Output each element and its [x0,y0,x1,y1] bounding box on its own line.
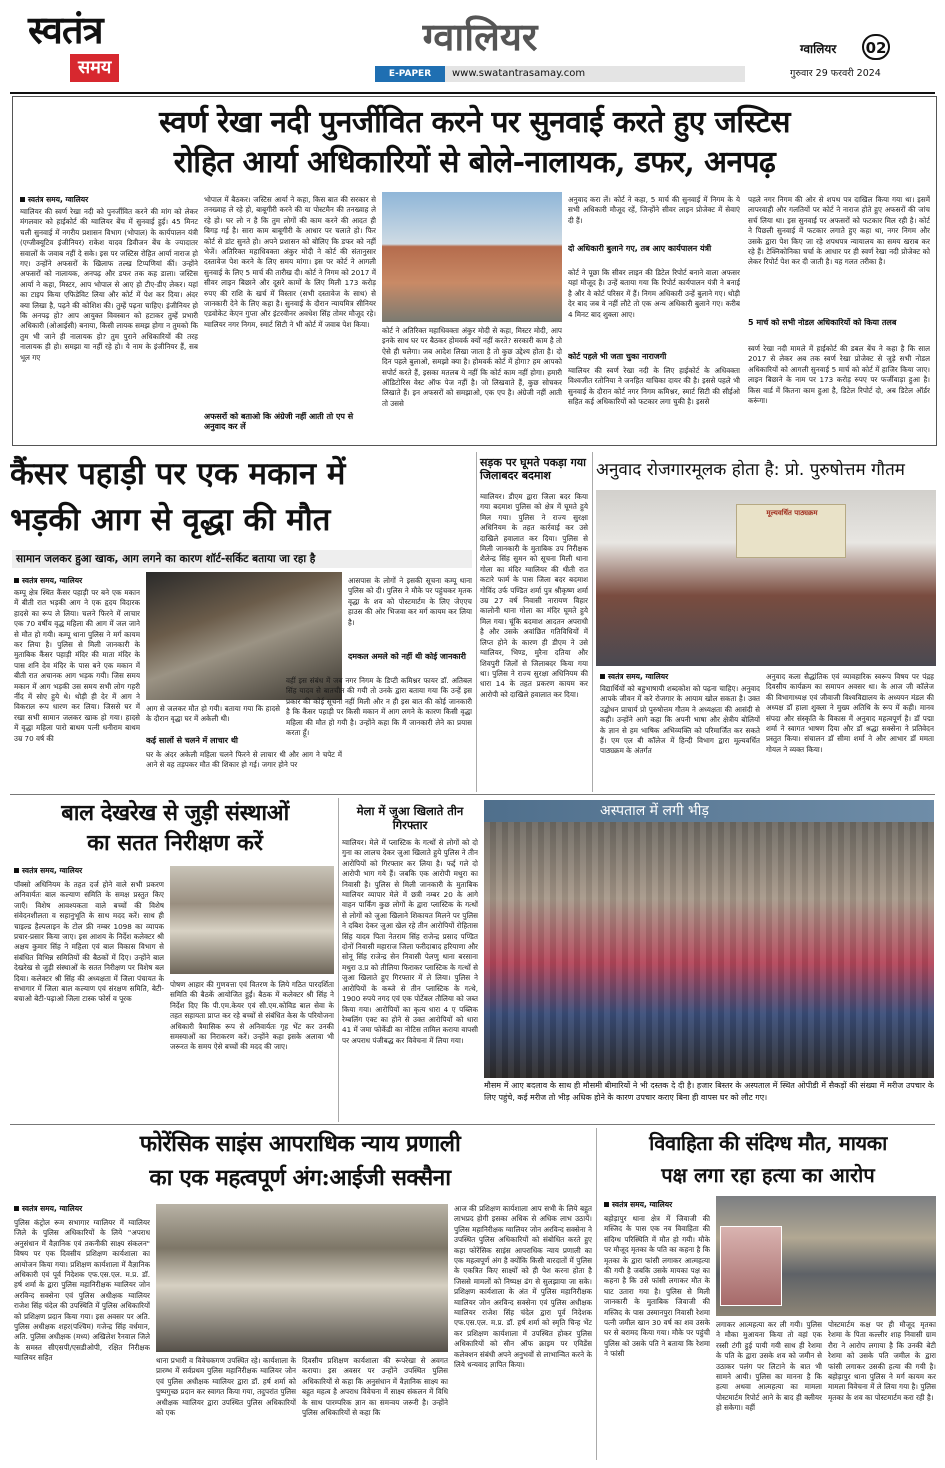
forensic-col2: थाना प्रभारी व विवेचकगण उपस्थित रहे। कार्यशाला के प्रारम्भ में सर्वप्रथम पुलिस महानिरीक्षक ग्वालियर जोन एवं पुलिस अधीक्षक ग्वालियर द्वारा डॉ. हर्ष शर्मा को पुष्पगुच्छ प्रदान कर स्वागत किया गया, तदुपरांत पुलिस अधीक्षक ग्वालियर द्वारा उपस्थित पुलिस अधिकारियों को एक [156,1356,296,1418]
gambling-headline: मेला में जुआ खिलाते तीन गिरफ्तार [356,804,464,832]
lead-byline: स्वतंत्र समय, ग्वालियर [20,195,88,205]
translation-banner-text: मूल्यवर्धित पाठ्यक्रम [766,509,818,517]
logo-bottom-text: समय [70,54,119,82]
section-rule-1 [10,794,935,795]
translation-photo [596,490,936,666]
lead-col4: अनुवाद करा लें। कोर्ट ने कहा, 5 मार्च की सुनवाई में निगम के ये सभी अधिकारी मौजूद रहें, जिन्होंने सीवर लाइन प्रोजेक्ट में सेवाएं दी हैं। [568,195,740,225]
hospital-heading-bar [484,800,934,822]
forensic-headline-line2: का एक महत्वपूर्ण अंग:आईजी सक्सैना [149,1165,451,1191]
arrest-text: ग्वालियर। डीएम द्वारा जिला बदर किया गया बदमाश पुलिस को क्षेत्र में घूमते हुये मिल गया। पुलिस ने राज्य सुरक्षा अधिनियम के तहत कार्रवाई कर उसे दाखिले हवालात कर दिया। पुलिस से मिली जानकारी के मुताबिक उप निरीक्षक शैलेन्द्र सिंह सुमन को सूचना मिली थाना गोला का मंदिर ग्वालियर की थीती रात कटारे फार्म के पास जिला बदर बदमाश गोविंद उर्फ पण्डित शर्मा पुत्र श्रीकृष्ण शर्मा उम्र 27 वर्ष निवासी नारायण विहार कालोनी थाना गोला का मंदिर घूमते हुये मिल गया। चूंकि बदमाश आदतन अपराधी है और उसके अवांछित गतिविधियों में लिप्त होने के कारण ही डीएम ने उसे ग्वालियर, भिण्ड, मुरैना दतिया और शिवपुरी जिलों से जिलाबदर किया गया था। पुलिस ने राज्य सुरक्षा अधिनियम की धारा 14 के तहत प्रकरण कायम कर आरोपी को दाखिले हवालात कर दिया। [480,492,588,699]
translation-headline: अनुवाद रोजगारमूलक होता है: प्रो. पुरुषोत्तम गौतम [596,460,905,480]
gambling-text: ग्वालियर। मेले में प्लास्टिक के गत्थों से लोगों को दो गुना का लालच देकर जुआ खिलाते हुये पुलिस ने तीन आरोपियों को गिरफ्तार कर लिया है। फर्द्द गले दो आरोपी भाग गये हैं। जबकि एक आरोपी मथुरा का निवासी है। पुलिस से मिली जानकारी के मुताबिक ग्वालियर व्यापार मेले में छत्री नम्बर 20 के आगे वाहन पार्किंग कुछ लोगों के द्वारा प्लास्टिक के गत्थों से लोगों को जुआ खिलाने शिकायत मिलने पर पुलिस ने दबिश देकर जुआ खेल रहे तीन आरोपियों रोहितास सिंह यादव पिता नेतराम सिंह राजेन्द्र प्रसाद पण्डित दोनों निवासी महाराज जिला फरीदाबाद हरियाणा और सोनू सिंह राजेन्द्र सेन निवासी पेलणु थाना बरसाना मथुरा उ.प्र को तीलिया फिराकर प्लास्टिक के गत्थों से जुआ खिलाते हुए गिरफ्तार में ले लिया। पुलिस ने आरोपियों के कब्जे से तीन प्लास्टिक के गत्थे, 1900 रुपये नगद एवं एक पोर्टेबल तौलिया को जब्त किया गया। आरोपियों का कृत्य धारा 4 ए पब्लिक रेम्बलिंग एक्ट का होने से उक्त आरोपियों को धारा 41 में जमा फोर्केडी का नोटिस तामिल कराया वापसी पर अपराध पंजीबद्ध कर विवेचना में लिया गया। [342,838,478,1045]
crowd-overlay [484,822,934,1078]
fire-byline: स्वतंत्र समय, ग्वालियर [14,576,82,586]
fire-col1: कम्पू क्षेत्र स्थित कैंसर पहाड़ी पर बने एक मकान में बीती रात भड़की आग ने एक हृदय विदारक हादसे का रूप ले लिया। चलने फिरने में लाचार एक 70 वर्षीय वृद्ध महिला की आग में जल जाने से मौत हो गयी। कम्पू थाना पुलिस ने मर्ग कायम कर लिया है। पुलिस से मिली जानकारी के मुताबिक कैंसर पहाड़ी मंदिर की माता मंदिर के पास शनि देव मंदिर के पास बने एक मकान में बीती रात अचानक आग भड़क गयी। जिस समय मकान में आग भड़की उस समय सभी लोग गहरी नींद में सोए हुये थे। थोड़ी ही देर में आग ने विकराल रूप धारण कर लिया। जिससे घर में रखा सभी सामान जलकर खाक हो गया। हादसे में वृद्धा महिला पारो बाथम पत्नी धनीराम बाथम उम्र 70 वर्ष की [14,588,140,743]
translation-col2: अनुवाद कला सैद्धांतिक एवं व्यावहारिक स्वरूप विषय पर पंद्रह दिवसीय कार्यक्रम का समापन अवसर था। के आज जी कॉलेज की विभागाध्यक्ष एवं जीवाजी विश्वविद्यालय के अध्ययन मंडल की अध्यक्ष डॉ हाला शुक्ला ने मुख्य अतिथि के रूप में कही। मानव संपदा और संस्कृति के विकास में अनुवाद महत्वपूर्ण है। डॉ पद्मा शर्मा ने स्वागत भाषण दिया और डॉ श्रद्धा सक्सेना ने प्रतिवेदन प्रस्तुत किया। संचालन डॉ सीमा शर्मा ने और आभार डॉ ममता गोयल ने व्यक्त किया। [766,672,934,754]
fire-headline-line1: कैंसर पहाड़ी पर एक मकान में [10,456,346,492]
dowry-col1: बहोड़ापुर थाना क्षेत्र में जिवाजी की मस्जिद के पास एक नव विवाहिता की संदिग्ध परिस्थिति में मौत हो गयी। मौके पर मौजूद मृतका के पति का कहना है कि मृतका के द्वारा फांसी लगाकर आत्महत्या की गयी है जबकि उसके मायका पक्ष का कहना है कि उसे फांसी लगाकर मौत के घाट उतारा गया है। पुलिस से मिली जानकारी के मुताबिक जिवाजी की मस्जिद के पास उस्मानपुरा निवासी रेशमा पत्नी जमील खान 30 वर्ष का शव उसके घर से बरामद किया गया। मौके पर पहुंची पुलिस को उसके पति ने बताया कि रेशमा ने फांसी [604,1214,710,1359]
child-byline: स्वतंत्र समय, ग्वालियर [14,866,82,876]
fire-headline-line2: भड़की आग से वृद्धा की मौत [10,502,331,538]
lead-sub-col4b: कोर्ट पहले भी जता चुका नाराजगी [568,352,667,361]
child-headline-line2: का सतत निरीक्षण करें [87,830,263,856]
city-title: ग्वालियर [422,14,538,59]
translation-col1: विद्यार्थियों को बहुभाषायी शब्दकोश को पढ़ना चाहिए। अनुवाद आपके जीवन में करे रोजगार के आयाम खोल सकता है। उक्त उद्बोधन प्राचार्य प्रो पुरुषोत्तम गौतम ने अध्यक्षता की आसंदी से कही। उन्होंने आगे कहा कि अपनी भाषा और क्षेत्रीय बोलियों के ज्ञान से हम भाषिक अभिव्यक्ति को परिमार्जित कर सकते हैं। एम एल बी कॉलेज में हिन्दी विभाग द्वारा मूल्यवर्धित पाठ्यक्रम के अंतर्गत [600,684,760,756]
website-text[interactable]: www.swatantrasamay.com [452,68,586,79]
fire-col2b: घर के अंदर अकेली महिला चलने फिरने से लाचार थी और आग ने चपेट में आने से वह तड़पकर मौत की शिकार हो गई। जगार होने पर [146,750,342,770]
page-number: 02 [862,34,890,60]
hospital-heading: अस्पताल में लगी भीड़ [600,803,709,819]
dowry-inset-photo [720,1226,782,1306]
forensic-photo [156,1204,448,1352]
lead-col1: ग्वालियर की स्वर्ण रेखा नदी को पुनर्जीवित करने की मांग को लेकर मंगलवार को हाईकोर्ट की ग्वालियर बेंच में सुनवाई हुई। 45 मिनट चली सुनवाई में नगरीय प्रशासन विभाग (भोपाल) के कार्यपालन यंत्री (एग्जीक्यूटिव इंजीनियर) राकेश यादव डिवीजन बेंच के ज्यादातर सवालों के जवाब नहीं दे सके। इस पर जस्टिस रोहित आर्या नाराज हो गए। उन्होंने अफसरों के खिलाफ तल्ख टिप्पणियां कीं। उन्होंने अफसरों को नालायक, अनपढ़ और डफर तक कह डाला। जस्टिस आर्या ने कहा, मिस्टर, आप भोपाल से आए हो टीए-डीए लेकर। यहां का टाइप किया एफिडेविट लिया और कोर्ट में पेश कर दिया। अंदर क्या लिखा है, पढ़ने की कोशिश की। तुम्हें पढ़ना चाहिए। इंजीनियर हो कि अनपढ़ हो? आप आयुक्त विवस्वान को हटाकर तुम्हें प्रभारी अधिकारी (ओआईसी) बनाया, किसी लायक समझ होगा न तुमको कि तुम भी जाने ही नालायक हो? तुम पुराने अधिकारियों की तरह नालायक ही हो। समझा या नहीं रहे हो। ये नाम के इंजीनियर हैं, सब भूल गए [20,207,198,362]
column-rule-1 [476,452,477,792]
forensic-byline: स्वतंत्र समय, ग्वालियर [14,1204,82,1214]
logo [28,8,158,86]
section-rule-2 [10,1124,935,1125]
lead-sub-col4a: दो अधिकारी बुलाने गए, तब आए कार्यपालन यंत्री [568,244,712,253]
lead-headline-line2: रोहित आर्या अधिकारियों से बोले-नालायक, डफर, अनपढ़ [173,145,776,180]
forensic-col4: आज की प्रशिक्षण कार्यशाला आप सभी के लिये बहुत लाभप्रद होगी इसका अधिक से अधिक लाभ उठायें। पुलिस महानिरीक्षक ग्वालियर जोन अरविन्द सक्सेना ने उपस्थित पुलिस अधिकारियों को संबोधित करते हुए कहा फोरेंसिक साइंस आपराधिक न्याय प्रणाली का एक महत्वपूर्ण अंग है क्योंकि किसी वारदातों में पुलिस के एकत्रित किए साक्ष्यों को ही पेश करना होता है जिससे मामलों को निष्पक्ष ढंग से सुलझाया जा सके। प्रशिक्षण कार्यशाला के अंत में पुलिस महानिरीक्षक ग्वालियर जोन अरविन्द सक्सेना एवं पुलिस अधीक्षक ग्वालियर राजेश सिंह चंदेल द्वारा पूर्व निदेशक एफ.एस.एल. म.प्र. डॉ. हर्ष शर्मा को स्मृति चिन्ह भेंट कर प्रशिक्षण कार्यशाला में उपस्थित होकर पुलिस अधिकारियों को सीन ऑफ क्राइम पर एविडेंस कलेक्शन संबंधी अपने अनुभवों से लाभान्वित करने के लिये धन्यवाद ज्ञापित किया। [454,1204,592,1370]
dowry-headline-line1: विवाहिता की संदिग्ध मौत, मायका [649,1131,887,1155]
logo-top-text: स्वतंत्र [28,7,103,52]
forensic-col1: पुलिस कंट्रोल रूम सभागार ग्वालियर में ग्वालियर जिले के पुलिस अधिकारियों के लिये "अपराध अनुसंधान में वैज्ञानिक एवं तकनीकी साक्ष्य संकलन" विषय पर एक दिवसीय प्रशिक्षण कार्यशाला का आयोजन किया गया। प्रशिक्षण कार्यशाला में वैज्ञानिक अधिकारी एवं पूर्व निदेशक एफ.एस.एल. म.प्र. डॉ. हर्ष शर्मा के द्वारा पुलिस महानिरीक्षक ग्वालियर जोन अरविन्द सक्सेना एवं पुलिस अधीक्षक ग्वालियर राजेश सिंह चंदेल की उपस्थिति में पुलिस अधिकारियों को प्रशिक्षण प्रदान किया गया। इस अवसर पर अति. पुलिस अधीक्षक शहर(पश्चिम) गजेन्द्र सिंह वर्धमान, अति. पुलिस अधीक्षक (मध्य) अखिलेश रैनवाल जिले के समस्त सीएसपी/एसडीओपी, रक्षित निरीक्षक ग्वालियर सहित [14,1218,150,1363]
column-rule-3 [338,798,339,1122]
translation-banner [736,504,846,558]
lead-court-photo [382,192,562,322]
lead-col4b: कोर्ट ने पूछा कि सीवर लाइन की डिटेल रिपोर्ट बनाने वाला अफसर यहां मौजूद है। उन्हें बताया गया कि रिपोर्ट कार्यपालन यंत्री ने बनाई है और वे कोर्ट परिसर में हैं। निगम अधिकारी उन्हें बुलाने गए। थोड़ी देर बाद जब वे नहीं लौटे तो एक अन्य अधिकारी बुलाने गए। करीब 4 मिनट बाद शुक्ला आए। [568,268,740,319]
hospital-crowd-photo [484,822,934,1078]
dowry-headline-line2: पक्ष लगा रहा हत्या का आरोप [661,1163,875,1187]
masthead-rule [10,92,935,94]
fire-sub-col2: कई सालों से चलने में लाचार थी [146,736,238,745]
arrest-headline: सड़क पर घूमते पकड़ा गया जिलाबदर बदमाश [480,456,587,482]
fire-col3: आसपास के लोगों ने इसकी सूचना कम्पू थाना पुलिस को दी। पुलिस ने मौके पर पहुंचकर मृतक वृद्धा के शव को पोस्टमार्टम के लिए जेएएच हाउस की ओर भिजवा कर मर्ग कायम कर लिया है। [348,576,472,627]
lead-photo-caption: कोर्ट ने अतिरिक्त महाधिवक्ता अंकुर मोदी से कहा, मिस्टर मोदी, आप इनके साथ घर पर बैठकर होमवर्क क्यों नहीं करते? सरकारी काम है तो ऐसे ही चलेगा। जब आदेश लिखा जाता है तो कुछ उद्देश्य होता है। दो दिन पहले बुलाओ, समझो क्या है। होमवर्क कोर्ट में होगा? हम आपको सपोर्ट करते हैं, इसका मतलब ये नहीं कि कोर्ट काम नहीं होगा। हमारी ऑडिटोरिस वेस्ट ऑफ पेज नहीं है। जो लिखवाते हैं, कुछ सोचकर लिखाते हैं। इन अफसरों को समझाओ, एक एप है। अंग्रेजी नहीं आती तो उससे [382,326,562,408]
forensic-headline-line1: फोरेंसिक साइंस आपराधिक न्याय प्रणाली [139,1131,461,1157]
fire-subheadline: सामान जलकर हुआ खाक, आग लगने का कारण शॉर्ट-सर्किट बताया जा रहा है [12,550,472,568]
date-text: गुरुवार 29 फरवरी 2024 [790,68,881,79]
forensic-col3: दिवसीय प्रशिक्षण कार्यशाला की रूपरेखा से अवगत कराया। इस अवसर पर उन्होंने उपस्थित पुलिस अधिकारियों से कहा कि अनुसंधान में वैज्ञानिक साक्ष्य का बहुत महत्व है अपराध विवेचना में साक्ष्य संकलन में विधि के साथ पारम्परिक ज्ञान का समन्वय जरूरी है। उन्होंने पुलिस अधिकारियों से कहा कि [302,1356,448,1418]
translation-byline: स्वतंत्र समय, ग्वालियर [600,672,668,682]
child-col2: पोषण आहार की गुणवत्ता एवं वितरण के लिये गठित पारदर्शिता समिति की बैठकें आयोजित हुईं। बैठक में कलेक्टर श्री सिंह ने निर्देश दिए कि पी.एम.केयर एवं सी.एम.कोविड बाल सेवा के तहत सहायता प्राप्त कर रहे बच्चों से संबंधित केस के परियोजना अधिकारी त्रैमासिक रूप से अनिवार्यतः गृह भेंट कर उनकी समस्याओं का निराकरण करें। उन्होंने कहा इसके अलावा भी जरूरत के समय ऐसे बच्चों की मदद की जाए। [170,980,334,1052]
child-col1: पॉक्सो अधिनियम के तहत दर्ज होने वाले सभी प्रकरण अनिवार्यतः बाल कल्याण समिति के समक्ष प्रस्तुत किए जाएँ। विशेष आवश्यकता वाले बच्चों की विशेष संवेदनशीलता व सहानुभूति के साथ मदद करें। साथ ही चाइल्ड हैल्पलाइन के टोल फ्री नम्बर 1098 का व्यापक प्रचार-प्रसार किया जाए। इस आशय के निर्देश कलेक्टर श्री अक्षय कुमार सिंह ने महिला एवं बाल विकास विभाग से संबंधित विभिन्न समितियों की बैठकों में दिए। उन्होंने बाल देखरेख से जुड़ी संस्थाओं के सतत निरीक्षण पर विशेष बल दिया। कलेक्टर श्री सिंह की अध्यक्षता में जिला पंचायत के सभागार में जिला बाल कल्याण एवं संरक्षण समिति, बेटी-बचाओ बेटी-पढ़ाओ जिला टास्क फोर्स व पूरक [14,880,164,1004]
epaper-label: E-PAPER [375,66,445,82]
dowry-col3: पोस्टमार्टम कक्ष पर ही मौजूद मृतका रेशमा के पिता कल्लीर शाह निवासी ग्राम रौरा ने आरोप लगाया है कि उनकी बेटी रेशमा को उसके पति जमील के द्वारा फांसी लगाकर उसकी हत्या की गयी है। बहोड़ापुर थाना पुलिस ने मर्ग कायम कर मामला विवेचना में ले लिया गया है। पुलिस मृतका के शव का पोस्टमार्टम करा रही है। [828,1320,936,1402]
lead-col2: भोपाल में बैठकर। जस्टिस आर्या ने कहा, किस बात की सरकार से तनख्वाह ले रहे हो, बाबूगीरी करने की या पोस्टमैन की तनख्वाह ले रहे हो। घर लो न है कि तुम लोगों की काम करने की आदत ही बिगड़ गई है। सारा काम बाबूगीरी के आधार पर चलाते हो। फिर कोर्ट से डांट सुनते हो। अपने प्रशासन को बोलिए कि डफर को नहीं भेजें। अतिरिक्त महाधिवक्ता अंकुर मोदी ने कोर्ट की संतानुसार दस्तावेज पेश करने के लिए समय मांगा। इस पर कोर्ट ने आगली सुनवाई के लिए 5 मार्च की तारीख दी। कोर्ट ने निगम को 2017 में सीवर लाइन बिछाने और दूसरे कामों के लिए मिली 173 करोड़ रुपए की राशि के खर्च में विस्तार (सभी दस्तावेज के साथ) से जानकारी देने के लिए कहा है। सुनवाई के दौरान न्यायमित्र सीनियर एडवोकेट केएन गुप्ता और इंटरवीनर अवधेश सिंह तोमर मौजूद रहे। ग्वालियर नगर निगम, स्मार्ट सिटी ने भी कोर्ट में जवाब पेश किया। [204,195,376,329]
child-meeting-photo [170,866,334,974]
lead-sub-col2: अफसरों को बताओ कि अंग्रेजी नहीं आती तो एप से अनुवाद कर लें [204,412,354,431]
lead-headline-line1: स्वर्ण रेखा नदी पुनर्जीवित करने पर सुनवाई करते हुए जस्टिस [159,105,790,140]
lead-col4c: ग्वालियर की स्वर्ण रेखा नदी के लिए हाईकोर्ट के अधिवक्ता विश्वजीत रतोनिया ने जनहित याचिका दायर की है। इससे पहले भी सुनवाई के दौरान कोर्ट नगर निगम कमिश्नर, स्मार्ट सिटी की सीईओ सहित कई अधिकारियों को फटकार लगा चुकी है। इससे [568,366,740,407]
fire-col2: आग से जलकर मौत हो गयी। बताया गया कि हादसे के दौरान वृद्धा घर में अकेली थी। [146,704,280,724]
dowry-byline: स्वतंत्र समय, ग्वालियर [604,1200,672,1210]
dowry-photo [716,1196,936,1316]
fire-sub-col3: दमकल अमले को नहीं थी कोई जानकारी [348,652,466,661]
child-headline-line1: बाल देखरेख से जुड़ी संस्थाओं [61,800,289,826]
section-city: ग्वालियर [800,42,837,56]
masthead [0,0,945,92]
hospital-caption: मौसम में आए बदलाव के साथ ही मौसमी बीमारियों ने भी दस्तक दे दी है। हजार बिस्तर के अस्पताल में स्थित ओपीडी में सैकड़ों की संख्या में मरीज उपचार के लिए पहुंचे, कई मरीज तो भीड़ अधिक होने के कारण उपचार कराए बिना ही वापस घर को लौट गए। [484,1081,934,1102]
column-rule-4 [596,1128,597,1460]
fire-col3b: वहीं इस संबंध में जब नगर निगम के डिप्टी कमिश्नर फायर डॉ. अतिबल सिंह यादव से बातचीत की गयी तो उनके द्वारा बताया गया कि उन्हें इस प्रकार की कोई सूचना नहीं मिली और न ही इस बात की कोई जानकारी है कि कैंसर पहाड़ी पर किसी मकान में आग लगने के कारण किसी वृद्धा महिला की मौत हो गयी है। उन्होंने कहा कि मैं जानकारी लेने का प्रयास करता हूँ। [286,676,472,738]
lead-col5: पहले नगर निगम की ओर से शपथ पत्र दाखिल किया गया था। इसमें लापरवाही और गलतियों पर कोर्ट ने नाराज होते हुए अफसरों की जांच सर्च लिया था। इस सुनवाई पर अफसरों को फटकार मिल रही है। कोर्ट ने पिछली सुनवाई में फटकार लगाते हुए कहा था, नगर निगम और उसके द्वारा पेश किए जा रहे शपथपत्र न्यायालय का समय खराब कर रहे हैं। टेक्निकोनिका चर्चा के आधार पर ही स्वर्ण रेखा नदी प्रोजेक्ट को लेकर रिपोर्ट पेश कर दी जाती है। यह गलत तरीका है। [748,195,930,267]
lead-sub-col5: 5 मार्च को सभी नोडल अधिकारियों को किया तलब [748,318,897,327]
dowry-col2: लगाकर आत्महत्या कर ली गयी। पुलिस ने मौका मुआयना किया तो वहां एक रस्सी टंगी हुई पायी गयी साथ ही रेशमा के पति के द्वारा उसके शव को जमीन से उठाकर पलंग पर लिटाने के बात भी सामने आयी। पुलिस का मानना है कि हत्या अथवा आत्महत्या का मामला पोस्टमार्टम रिपोर्ट आने के बाद ही क्लीयर हो सकेगा। वहीं [716,1320,822,1413]
column-rule-2 [592,452,593,792]
lead-col5b: स्वर्ण रेखा नदी मामले में हाईकोर्ट की डबल बेंच ने कहा है कि साल 2017 से लेकर अब तक स्वर्ण रेखा प्रोजेक्ट से जुड़े सभी नोडल अधिकारियों को आगली सुनवाई 5 मार्च को कोर्ट में हाजिर किया जाए। लाइन बिछाने के नाम पर 173 करोड़ रुपए पर फर्जीवाड़ा हुआ है। किस वार्ड में कितना काम हुआ है, डिटेल रिपोर्ट दो, अब डिटेल ऑर्डर करूंगा। [748,344,930,406]
